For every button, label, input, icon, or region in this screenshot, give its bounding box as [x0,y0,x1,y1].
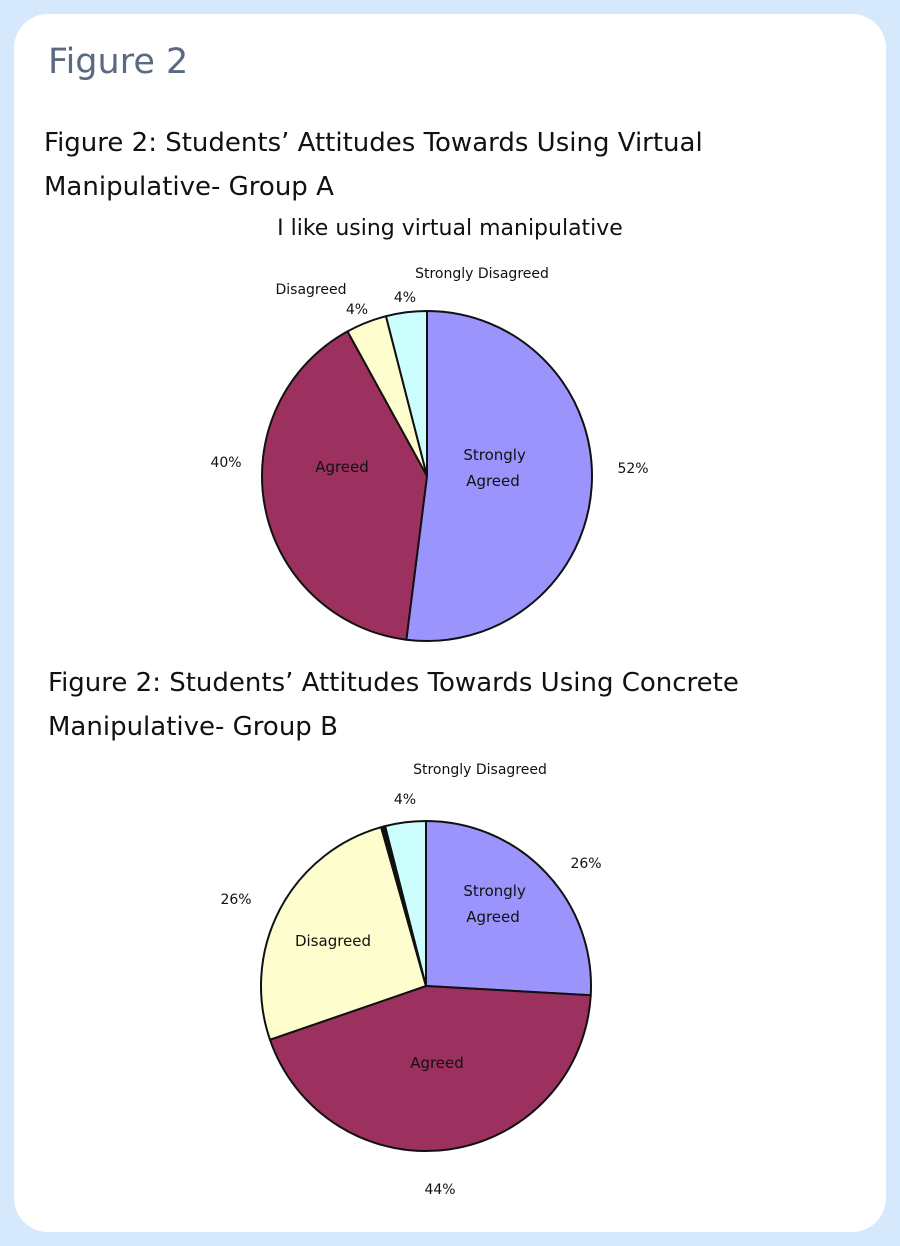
pie-chart-b [220,762,601,1198]
chart-a-subtitle: I like using virtual manipulative [277,216,623,241]
slice-label-disagreed-a: Disagreed [275,282,347,298]
pct-label-agreed-b: 44% [424,1182,456,1198]
pie-chart-a [210,266,648,641]
slice-label-disagreed-b: Disagreed [294,932,372,950]
chart-b-title: Figure 2: Students’ Attitudes Towards Using Concrete Manipulative- Group B [48,668,739,742]
slice-label-strongly-disagreed-b: Strongly Disagreed [413,762,547,778]
slice-label-strongly-agreed-a: Strongly Agreed [463,446,526,490]
slice-label-agreed-b: Agreed [410,1054,464,1072]
pct-label-strongly-agreed-b: 26% [570,856,602,872]
slice-label-agreed-a: Agreed [315,458,369,476]
pct-label-strongly-disagreed-b: 4% [393,792,417,808]
figure-label: Figure 2 [48,42,189,82]
pct-label-disagreed-a: 4% [345,302,369,318]
pct-label-agreed-a: 40% [210,455,242,471]
pct-label-disagreed-b: 26% [220,892,252,908]
slice-label-strongly-agreed-b: Strongly Agreed [463,882,526,926]
chart-a-title: Figure 2: Students’ Attitudes Towards Using Virtual Manipulative- Group A [44,128,703,202]
pct-label-strongly-agreed-a: 52% [617,461,649,477]
slice-label-strongly-disagreed-a: Strongly Disagreed [415,266,549,282]
pct-label-strongly-disagreed-a: 4% [393,290,417,306]
